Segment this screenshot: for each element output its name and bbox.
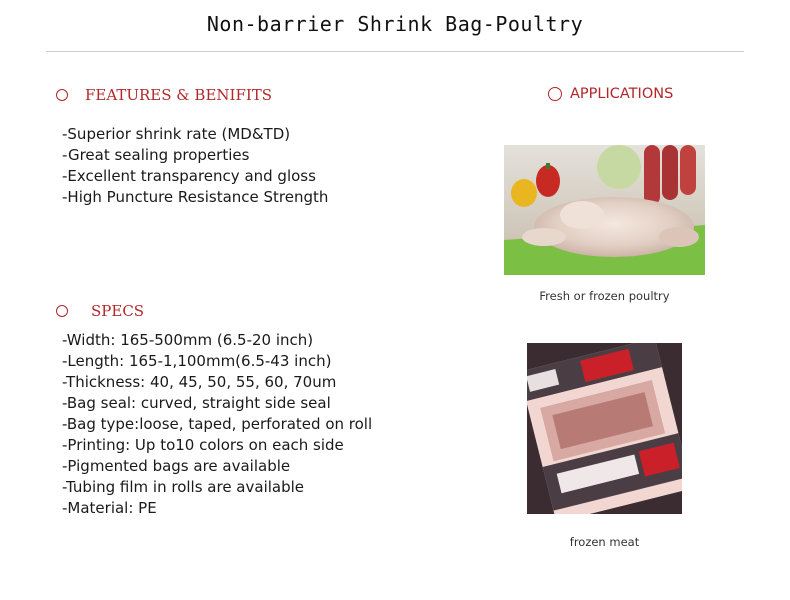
list-item: -Thickness: 40, 45, 50, 55, 60, 70um <box>62 373 337 391</box>
frozen-meat-caption: frozen meat <box>569 535 640 549</box>
list-item: -Pigmented bags are available <box>62 457 291 475</box>
circle-bullet-icon <box>548 87 562 101</box>
features-list <box>62 124 328 208</box>
applications-heading-label: APPLICATIONS <box>570 86 674 102</box>
features-heading <box>56 86 272 104</box>
poultry-caption: Fresh or frozen poultry <box>539 289 670 303</box>
specs-heading-label: SPECS <box>91 302 145 320</box>
page-title: Non-barrier Shrink Bag-Poultry <box>206 12 584 36</box>
list-item: -Superior shrink rate (MD&TD) <box>62 125 291 143</box>
list-item: -Width: 165-500mm (6.5-20 inch) <box>62 331 314 349</box>
circle-bullet-icon <box>56 305 68 317</box>
frozen-meat-image <box>527 343 682 514</box>
circle-bullet-icon <box>56 89 68 101</box>
list-item: -Printing: Up to10 colors on each side <box>62 436 344 454</box>
applications-heading <box>548 86 673 102</box>
list-item: -Bag type:loose, taped, perforated on roll <box>62 415 373 433</box>
list-item: -Bag seal: curved, straight side seal <box>62 394 331 412</box>
features-heading-label: FEATURES & BENIFITS <box>85 86 273 104</box>
list-item: -Excellent transparency and gloss <box>62 167 316 185</box>
list-item: -Tubing film in rolls are available <box>62 478 305 496</box>
list-item: -High Puncture Resistance Strength <box>62 188 329 206</box>
specs-list <box>62 330 372 519</box>
title-divider <box>46 51 744 52</box>
frozen-meat-photo <box>527 343 682 514</box>
list-item: -Material: PE <box>62 499 157 517</box>
list-item: -Great sealing properties <box>62 146 250 164</box>
list-item: -Length: 165-1,100mm(6.5-43 inch) <box>62 352 332 370</box>
poultry-photo <box>504 145 705 275</box>
poultry-image <box>504 145 705 275</box>
specs-heading <box>56 302 144 320</box>
